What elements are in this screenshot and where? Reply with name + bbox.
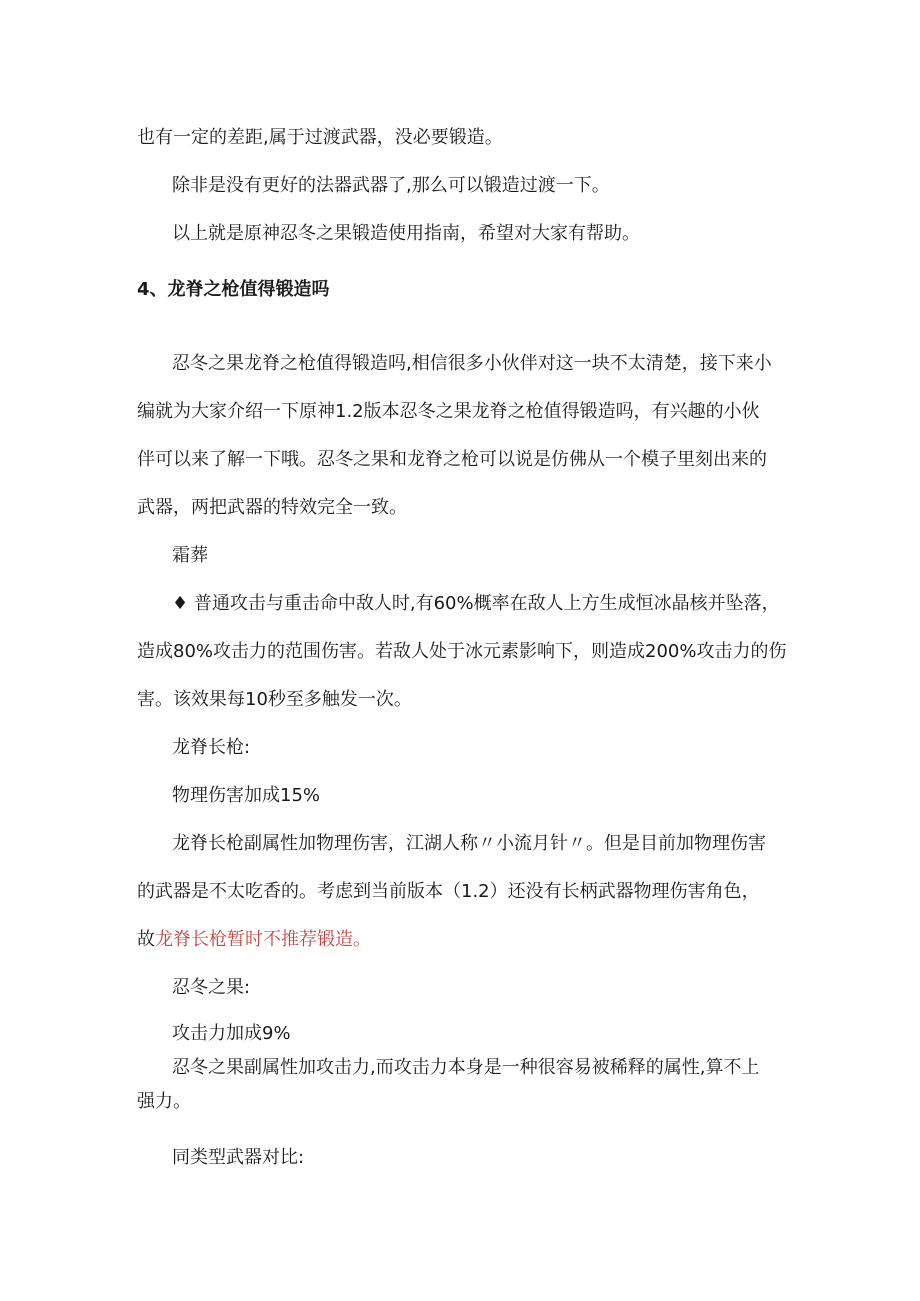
recommendation-highlight: 龙脊长枪暂时不推荐锻造。 xyxy=(155,929,371,950)
paragraph-line: 伴可以来了解一下哦。忍冬之果和龙脊之枪可以说是仿佛从一个模子里刻出来的 xyxy=(137,449,767,470)
weapon-stat: 物理伤害加成15% xyxy=(172,785,321,806)
effect-title: 霜葬 xyxy=(172,545,208,566)
weapon-desc-line: 强力。 xyxy=(137,1091,191,1112)
weapon-title: 龙脊长枪: xyxy=(172,737,251,758)
weapon-desc-line: 龙脊长枪副属性加物理伤害，江湖人称〃小流月针〃。但是目前加物理伤害 xyxy=(172,833,766,854)
weapon-desc-line: 的武器是不太吃香的。考虑到当前版本（1.2）还没有长柄武器物理伤害角色， xyxy=(137,881,760,902)
effect-line: 造成80%攻击力的范围伤害。若敌人处于冰元素影响下，则造成200%攻击力的伤 xyxy=(137,641,787,662)
weapon-stat: 攻击力加成9% xyxy=(172,1023,291,1044)
paragraph: 除非是没有更好的法器武器了,那么可以锻造过渡一下。 xyxy=(172,175,610,196)
weapon-desc-line xyxy=(137,928,371,952)
paragraph-line: 编就为大家介绍一下原神1.2版本忍冬之果龙脊之枪值得锻造吗，有兴趣的小伙 xyxy=(137,401,760,422)
weapon-desc-prefix: 故 xyxy=(137,929,155,950)
effect-line: ♦ 普通攻击与重击命中敌人时,有60%概率在敌人上方生成恒冰晶核并坠落， xyxy=(172,593,780,614)
paragraph-line: 武器，两把武器的特效完全一致。 xyxy=(137,497,407,518)
comparison-title: 同类型武器对比: xyxy=(172,1147,305,1168)
paragraph-line: 忍冬之果龙脊之枪值得锻造吗,相信很多小伙伴对这一块不太清楚，接下来小 xyxy=(172,353,772,374)
paragraph: 以上就是原神忍冬之果锻造使用指南，希望对大家有帮助。 xyxy=(172,223,640,244)
weapon-title: 忍冬之果: xyxy=(172,977,251,998)
section-heading: 4、龙脊之枪值得锻造吗 xyxy=(137,279,330,300)
paragraph-line: 也有一定的差距,属于过渡武器，没必要锻造。 xyxy=(137,127,503,148)
effect-line: 害。该效果每10秒至多触发一次。 xyxy=(137,689,412,710)
weapon-desc-line: 忍冬之果副属性加攻击力,而攻击力本身是一种很容易被稀释的属性,算不上 xyxy=(172,1057,760,1078)
